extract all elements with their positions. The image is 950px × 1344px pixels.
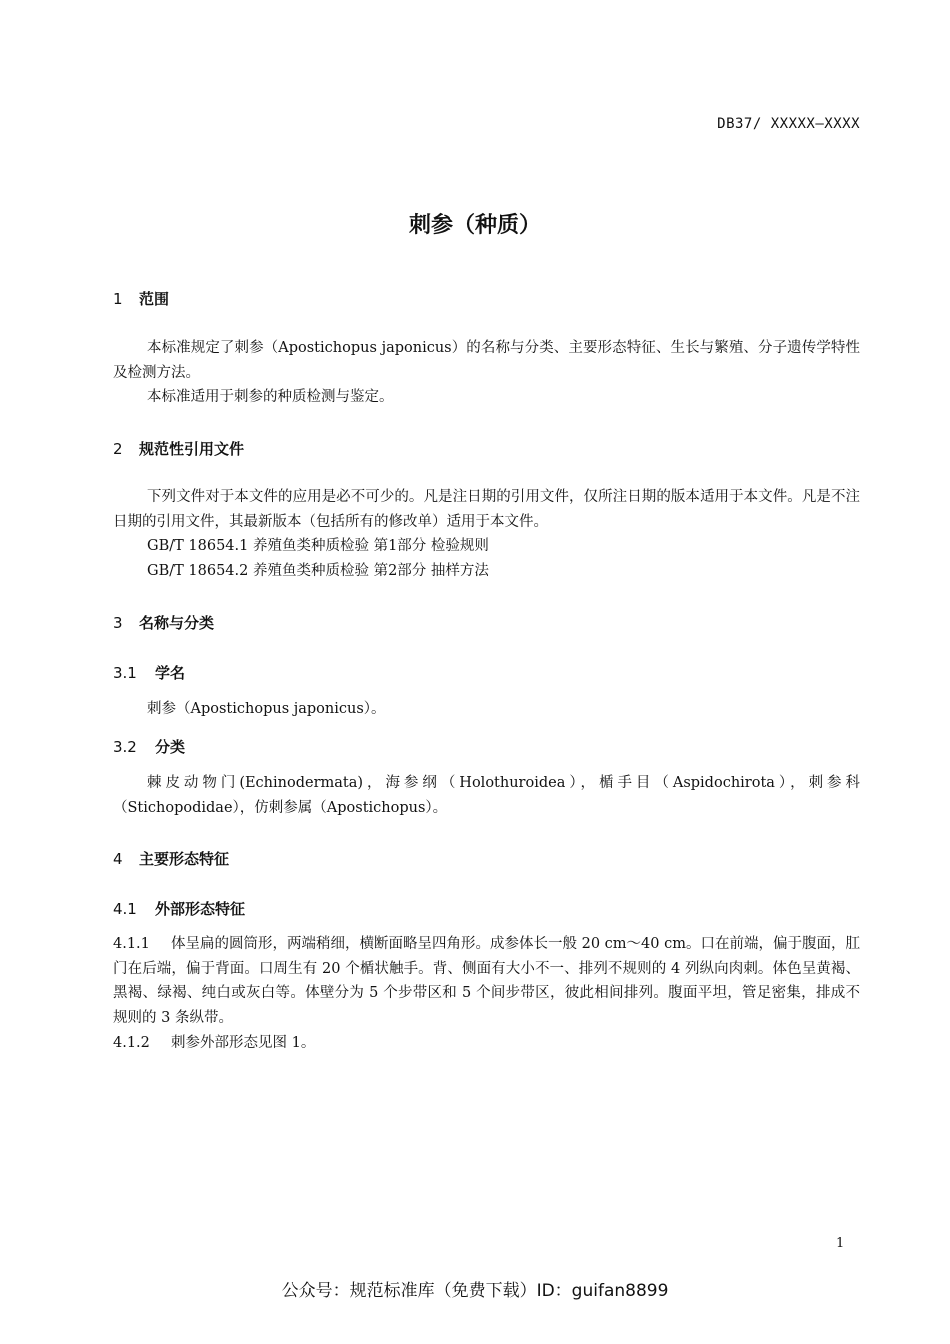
footer-watermark-text: 公众号：规范标准库（免费下载）ID：guifan8899 [281,1281,669,1301]
document-title: 刺参（种质） [408,213,541,238]
subsection-title: 学名 [155,664,186,682]
subsection-number: 4.1 [113,900,137,918]
subsection-number: 3.1 [113,664,137,682]
reference-item: GB/T 18654.2 养殖鱼类种质检验 第2部分 抽样方法 [147,563,489,579]
scope-paragraph: 本标准规定了刺参（Apostichopus japonicus）的名称与分类、主要形态特征、生长与繁殖、分子遗传学特性及检测方法。 [113,340,860,381]
clause-4-1-1 [113,932,860,1030]
references-paragraph: 下列文件对于本文件的应用是必不可少的。凡是注日期的引用文件，仅所注日期的版本适用于本文件。凡是不注日期的引用文件，其最新版本（包括所有的修改单）适用于本文件。 [113,489,860,530]
subsection-title: 分类 [155,738,186,756]
section-4-heading [113,848,229,869]
clause-number: 4.1.1 [113,936,150,952]
section-number: 4 [113,850,123,868]
document-code: DB37/ XXXXX—XXXX [717,116,860,132]
section-title: 规范性引用文件 [139,440,245,458]
clause-4-1-2 [113,1031,860,1056]
subsection-number: 3.2 [113,738,137,756]
subsection-4-1-heading [113,898,245,919]
scientific-name-text: 刺参（Apostichopus japonicus）。 [147,701,386,717]
scope-applicability: 本标准适用于刺参的种质检测与鉴定。 [147,389,394,405]
section-number: 1 [113,290,123,308]
classification-paragraph: 棘皮动物门(Echinodermata)，海参纲（Holothuroidea），楯手目（Aspidochirota），刺参科（Stichopodidae），仿刺参属（Apostichopus）。 [113,775,860,816]
section-title: 名称与分类 [139,614,215,632]
section-title: 范围 [139,290,170,308]
page-number: 1 [836,1236,845,1251]
subsection-3-2-heading [113,736,185,757]
subsection-title: 外部形态特征 [155,900,246,918]
clause-number: 4.1.2 [113,1035,150,1051]
section-2-heading [113,438,244,459]
section-number: 2 [113,440,123,458]
section-1-heading [113,288,169,309]
reference-item: GB/T 18654.1 养殖鱼类种质检验 第1部分 检验规则 [147,538,489,554]
section-3-heading [113,612,214,633]
section-number: 3 [113,614,123,632]
section-title: 主要形态特征 [139,850,230,868]
clause-text: 刺参外部形态见图 1。 [171,1035,316,1051]
subsection-3-1-heading [113,662,185,683]
clause-text: 体呈扁的圆筒形，两端稍细，横断面略呈四角形。成参体长一般 20 cm～40 cm。口在前端，偏于腹面，肛门在后端，偏于背面。口周生有 20 个楯状触手。背、侧面有大小不一、排列不规则的 4 列纵向肉刺。体色呈黄褐、黑褐、绿褐、纯白或灰白等。体壁分为 5 个步带区和 5 个间步带区，彼此相间排列。腹面平坦，管足密集，排成不规则的 3 条纵带。 [113,936,860,1026]
